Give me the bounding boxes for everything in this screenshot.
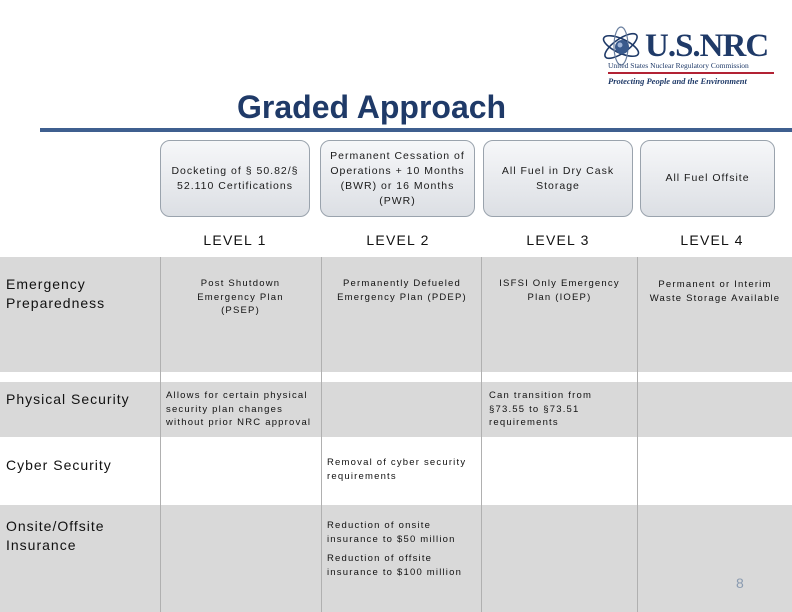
row-label-cyber: Cyber Security [6, 457, 112, 473]
title-divider [40, 128, 792, 132]
grid-line [481, 257, 482, 612]
level-1-label: LEVEL 1 [203, 232, 267, 248]
page-title: Graded Approach [237, 89, 507, 125]
row-label-physical: Physical Security [6, 391, 130, 407]
cell-emergency-l4: Permanent or Interim Waste Storage Available [649, 279, 781, 304]
logo-name: U.S.NRC [645, 28, 769, 64]
cell-cyber-l2: Removal of cyber security requirements [327, 457, 467, 482]
logo-divider [608, 72, 774, 74]
level-4-label: LEVEL 4 [680, 232, 744, 248]
row-label-insurance: Onsite/Offsite Insurance [6, 518, 105, 553]
row-label-emergency: Emergency Preparedness [6, 276, 106, 311]
cell-physical-l3: Can transition from §73.55 to §73.51 requirements [489, 390, 593, 428]
header-level-4: All Fuel Offsite [640, 140, 775, 217]
header-level-3: All Fuel in Dry Cask Storage [483, 140, 633, 217]
grid-line [637, 257, 638, 612]
level-3-label: LEVEL 3 [526, 232, 590, 248]
logo-tagline: Protecting People and the Environment [608, 76, 747, 86]
nrc-atom-logo-icon [600, 26, 642, 66]
cell-physical-l1: Allows for certain physical security plan changes without prior NRC approval [166, 390, 312, 428]
cell-insurance-onsite: Reduction of onsite insurance to $50 million [327, 520, 456, 545]
cell-insurance-offsite: Reduction of offsite insurance to $100 million [327, 553, 463, 578]
level-2-label: LEVEL 2 [366, 232, 430, 248]
header-level-1: Docketing of § 50.82/§ 52.110 Certifications [160, 140, 310, 217]
logo-subtitle: United States Nuclear Regulatory Commission [608, 61, 749, 70]
header-level-2: Permanent Cessation of Operations + 10 Months (BWR) or 16 Months (PWR) [320, 140, 475, 217]
grid-line [160, 257, 161, 612]
cell-emergency-l3: ISFSI Only Emergency Plan (IOEP) [499, 278, 620, 303]
cell-emergency-l1: Post Shutdown Emergency Plan (PSEP) [197, 278, 284, 316]
cell-emergency-l2: Permanently Defueled Emergency Plan (PDEP) [337, 278, 467, 303]
grid-line [321, 257, 322, 612]
page-number: 8 [736, 575, 744, 591]
